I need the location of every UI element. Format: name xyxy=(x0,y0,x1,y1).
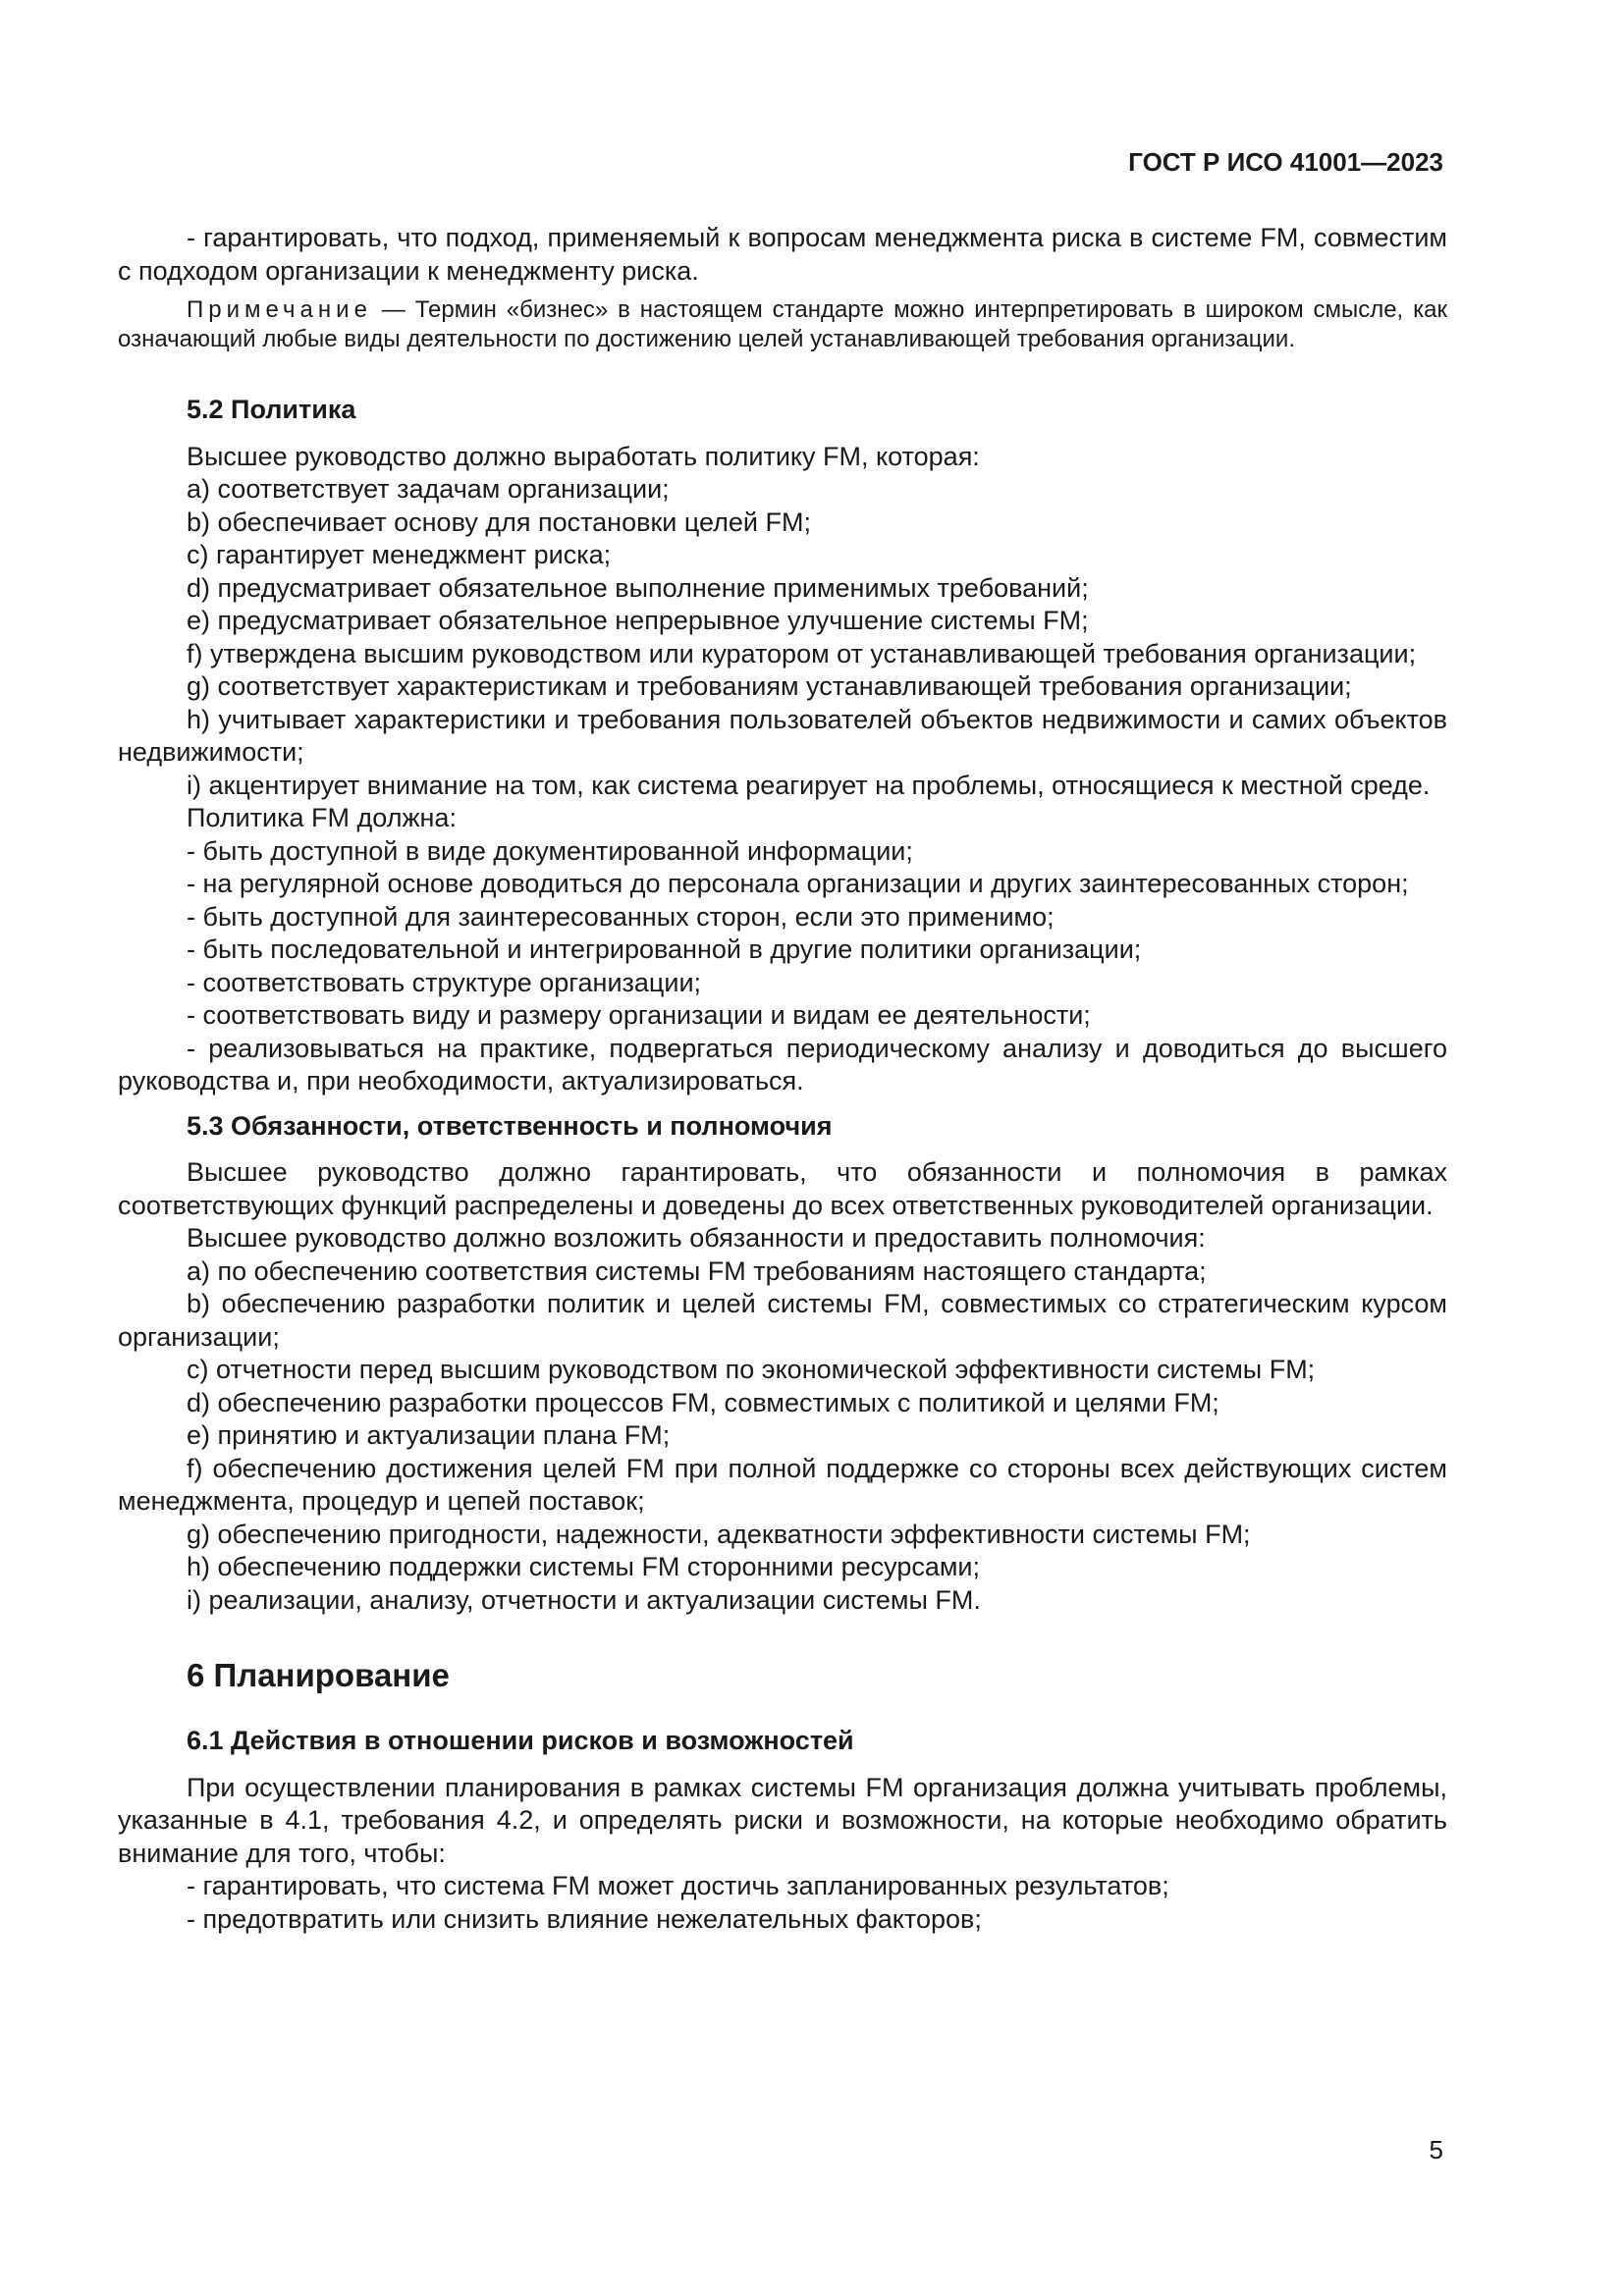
list-item: - соответствовать структуре организации; xyxy=(187,967,702,997)
section-6-heading: 6 Планирование xyxy=(187,1657,450,1693)
note-label: Примечание xyxy=(187,296,372,323)
section-5-2-heading: 5.2 Политика xyxy=(187,395,356,424)
list-item: - быть доступной в виде документированной информации; xyxy=(187,835,913,866)
list-item: d) обеспечению разработки процессов FM, совместимых с политикой и целями FM; xyxy=(187,1387,1219,1417)
intro-paragraph: - гарантировать, что подход, применяемый к вопросам менеджмента риска в системе FM, совместим с подходом организации к менеджменту риска. xyxy=(118,223,1447,286)
section-6-1-paragraph: При осуществлении планирования в рамках системы FM организация должна учитывать проблемы, указанные в 4.1, требования 4.2, и определять риски и возможности, на которые необходимо обратить внимание для того, чтобы: xyxy=(118,1772,1447,1868)
note xyxy=(118,295,1447,354)
list-item: b) обеспечению разработки политик и целей системы FM, совместимых со стратегическим курсом организации; xyxy=(118,1289,1447,1352)
list-item: h) обеспечению поддержки системы FM сторонними ресурсами; xyxy=(187,1552,980,1581)
section-5-3-heading: 5.3 Обязанности, ответственность и полномочия xyxy=(187,1110,833,1141)
list-item: c) гарантирует менеджмент риска; xyxy=(187,540,612,569)
list-item: g) соответствует характеристикам и требованиям устанавливающей требования организации; xyxy=(187,671,1352,701)
section-5-2-lead-2: Политика FM должна: xyxy=(187,803,457,832)
section-6-1-heading: 6.1 Действия в отношении рисков и возможностей xyxy=(187,1726,854,1755)
list-item: f) утверждена высшим руководством или куратором от устанавливающей требования организации; xyxy=(187,638,1417,668)
list-item: i) акцентирует внимание на том, как система реагирует на проблемы, относящиеся к местной среде. xyxy=(187,770,1431,800)
list-item: - соответствовать виду и размеру организации и видам ее деятельности; xyxy=(187,1000,1091,1030)
section-5-3-lead: Высшее руководство должно возложить обязанности и предоставить полномочия: xyxy=(187,1223,1206,1253)
list-item: - быть последовательной и интегрированной в другие политики организации; xyxy=(187,934,1142,964)
page-content xyxy=(118,222,1447,1936)
page-number: 5 xyxy=(1429,2135,1443,2164)
list-item: - реализовываться на практике, подвергаться периодическому анализу и доводиться до высшего руководства и, при необходимости, актуализироваться. xyxy=(118,1033,1447,1095)
list-item: f) обеспечению достижения целей FM при полной поддержке со стороны всех действующих систем менеджмента, процедур и цепей поставок; xyxy=(118,1453,1447,1516)
list-item: - быть доступной для заинтересованных сторон, если это применимо; xyxy=(187,901,1055,932)
list-item: e) принятию и актуализации плана FM; xyxy=(187,1420,671,1450)
list-item: - предотвратить или снизить влияние нежелательных факторов; xyxy=(187,1903,982,1934)
note-text: — Термин «бизнес» в настоящем стандарте можно интерпретировать в широком смысле, как означающий любые виды деятельности по достижению целей устанавливающей требования организации. xyxy=(118,296,1447,352)
list-item: b) обеспечивает основу для постановки целей FM; xyxy=(187,507,811,537)
section-5-2-lead: Высшее руководство должно выработать политику FM, которая: xyxy=(187,441,980,471)
list-item: d) предусматривает обязательное выполнение применимых требований; xyxy=(187,572,1089,603)
list-item: a) по обеспечению соответствия системы FM требованиям настоящего стандарта; xyxy=(187,1255,1207,1286)
list-item: - на регулярной основе доводиться до персонала организации и других заинтересованных сторон; xyxy=(187,869,1409,898)
list-item: a) соответствует задачам организации; xyxy=(187,474,670,504)
list-item: h) учитывает характеристики и требования пользователей объектов недвижимости и самих объектов недвижимости; xyxy=(118,704,1447,767)
list-item: c) отчетности перед высшим руководством по экономической эффективности системы FM; xyxy=(187,1355,1316,1384)
section-5-3-paragraph: Высшее руководство должно гарантировать, что обязанности и полномочия в рамках соответствующих функций распределены и доведены до всех ответственных руководителей организации. xyxy=(118,1157,1447,1220)
document-header: ГОСТ Р ИСО 41001—2023 xyxy=(1128,147,1443,177)
list-item: e) предусматривает обязательное непрерывное улучшение системы FM; xyxy=(187,606,1089,635)
list-item: g) обеспечению пригодности, надежности, адекватности эффективности системы FM; xyxy=(187,1519,1251,1549)
list-item: - гарантировать, что система FM может достичь запланированных результатов; xyxy=(187,1871,1169,1900)
list-item: i) реализации, анализу, отчетности и актуализации системы FM. xyxy=(187,1584,981,1615)
